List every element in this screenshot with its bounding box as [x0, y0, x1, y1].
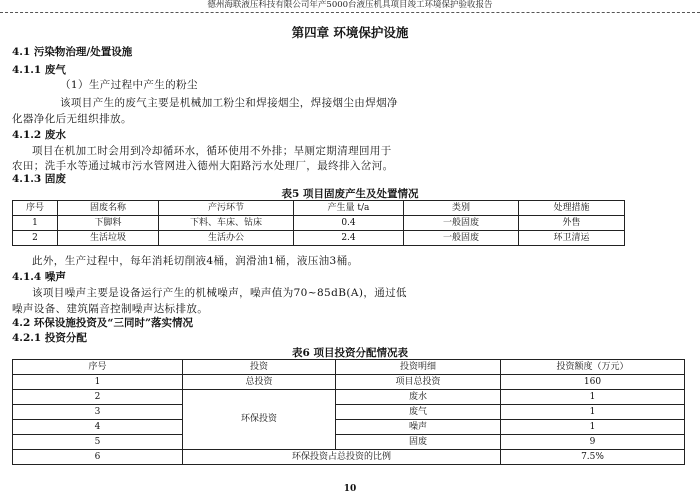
section-4-2-heading: 4.2 环保设施投资及“三同时”落实情况 [12, 317, 194, 329]
table5-cell: 下脚料 [58, 216, 159, 231]
table5-cell: 2 [13, 231, 58, 246]
table5-solid-waste [12, 200, 625, 246]
table5-header-cell: 序号 [13, 201, 58, 216]
table6-cell: 6 [13, 450, 183, 465]
table6-cell: 7.5% [501, 450, 685, 465]
table-row [13, 375, 685, 390]
table6-cell: 1 [13, 375, 183, 390]
table6-cell: 1 [501, 420, 685, 435]
table6-ratio-label-cell: 环保投资占总投资的比例 [183, 450, 501, 465]
table-row [13, 450, 685, 465]
table-row [13, 405, 685, 420]
table5-cell: 一般固废 [404, 216, 519, 231]
section-4-1-4-heading: 4.1.4 噪声 [12, 271, 66, 283]
table5-cell: 生活办公 [159, 231, 294, 246]
table5-header-cell: 类别 [404, 201, 519, 216]
table6-cell: 总投资 [183, 375, 336, 390]
table6-cell: 噪声 [336, 420, 501, 435]
table6-cell: 1 [501, 390, 685, 405]
exhaust-paragraph-line1: 该项目产生的废气主要是机械加工粉尘和焊接烟尘，焊接烟尘由焊烟净 [60, 97, 398, 109]
table-row [13, 390, 685, 405]
table6-investment [12, 359, 685, 465]
wastewater-paragraph-line2: 农田；洗手水等通过城市污水管网进入德州大阳路污水处理厂，最终排入岔河。 [12, 160, 394, 172]
table6-cell: 1 [501, 405, 685, 420]
table6-cell: 废气 [336, 405, 501, 420]
table-row [13, 420, 685, 435]
table5-header-cell: 产污环节 [159, 201, 294, 216]
table6-header-cell: 序号 [13, 360, 183, 375]
page-number: 10 [343, 484, 357, 494]
table-row [13, 231, 625, 246]
table6-header-cell: 投资额度（万元） [501, 360, 685, 375]
section-4-1-3-heading: 4.1.3 固废 [12, 173, 66, 185]
section-4-1-heading: 4.1 污染物治理/处置设施 [12, 46, 133, 58]
table5-cell: 1 [13, 216, 58, 231]
table6-cell: 160 [501, 375, 685, 390]
dust-subheading: （1）生产过程中产生的粉尘 [60, 79, 198, 91]
section-4-2-1-heading: 4.2.1 投资分配 [12, 332, 87, 344]
table6-header-cell: 投资 [183, 360, 336, 375]
table5-header-cell: 固废名称 [58, 201, 159, 216]
table6-env-investment-cell: 环保投资 [183, 390, 336, 450]
table5-header-row [13, 201, 625, 216]
section-4-1-1-heading: 4.1.1 废气 [12, 64, 66, 76]
table6-cell: 固废 [336, 435, 501, 450]
table6-cell: 废水 [336, 390, 501, 405]
exhaust-paragraph-line2: 化器净化后无组织排放。 [12, 113, 132, 125]
table6-cell: 5 [13, 435, 183, 450]
table5-caption: 表5 项目固废产生及处置情况 [281, 188, 419, 200]
table-row [13, 216, 625, 231]
table5-cell: 下料、车床、钻床 [159, 216, 294, 231]
consumables-note: 此外，生产过程中，每年消耗切削液4桶，润滑油1桶，液压油3桶。 [32, 255, 359, 267]
table5-cell: 2.4 [294, 231, 404, 246]
table5-header-cell: 产生量 t/a [294, 201, 404, 216]
chapter-title: 第四章 环境保护设施 [291, 25, 409, 40]
section-4-1-2-heading: 4.1.2 废水 [12, 129, 66, 141]
table5-cell: 一般固废 [404, 231, 519, 246]
table6-cell: 2 [13, 390, 183, 405]
noise-paragraph-line1: 该项目噪声主要是设备运行产生的机械噪声，噪声值为70~85dB(A)，通过低 [32, 287, 407, 299]
table-row [13, 435, 685, 450]
table5-header-cell: 处理措施 [519, 201, 625, 216]
table6-cell: 4 [13, 420, 183, 435]
table6-cell: 3 [13, 405, 183, 420]
wastewater-paragraph-line1: 项目在机加工时会用到冷却循环水，循环使用不外排；旱厕定期清理回用于 [32, 145, 392, 157]
table5-cell: 0.4 [294, 216, 404, 231]
table6-cell: 项目总投资 [336, 375, 501, 390]
running-header: 德州海联液压科技有限公司年产5000台液压机具项目竣工环境保护验收报告 [0, 0, 700, 13]
noise-paragraph-line2: 噪声设备、建筑隔音控制噪声达标排放。 [12, 303, 209, 315]
table6-header-row [13, 360, 685, 375]
table5-cell: 环卫清运 [519, 231, 625, 246]
table5-cell: 外售 [519, 216, 625, 231]
table5-cell: 生活垃圾 [58, 231, 159, 246]
table6-cell: 9 [501, 435, 685, 450]
table6-caption: 表6 项目投资分配情况表 [292, 347, 408, 359]
table6-header-cell: 投资明细 [336, 360, 501, 375]
